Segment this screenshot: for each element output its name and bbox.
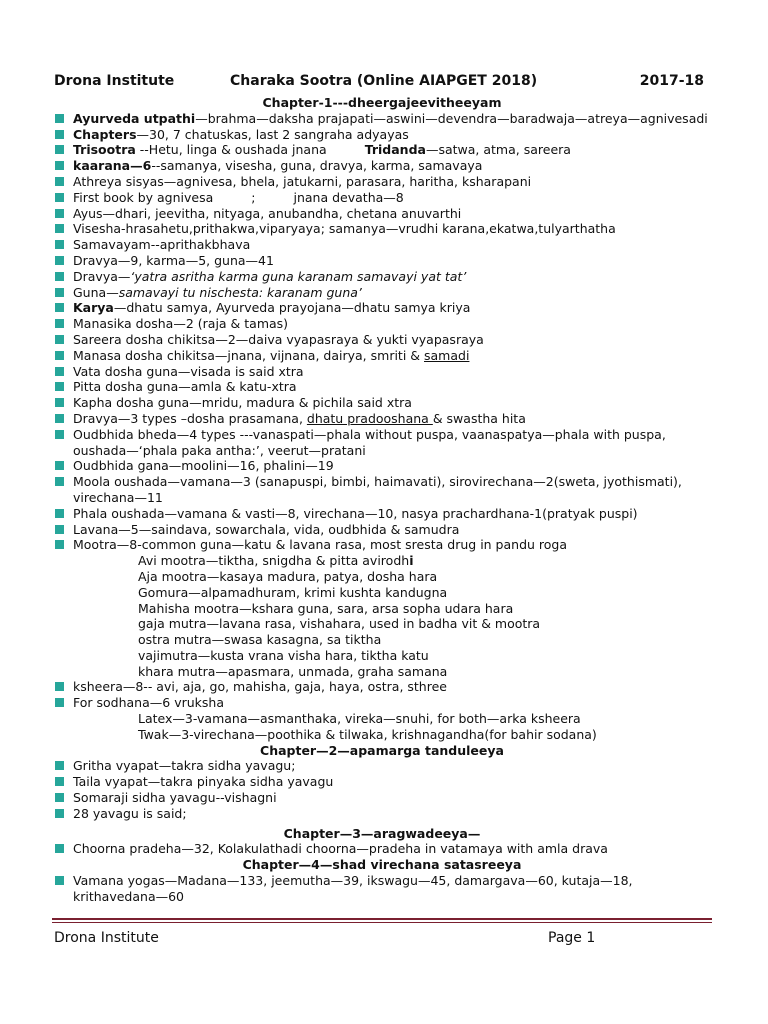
bullet-icon	[55, 509, 64, 518]
bullet-icon	[55, 398, 64, 407]
bullet-icon	[55, 844, 64, 853]
header-year: 2017-18	[639, 73, 704, 89]
bullet-icon	[55, 161, 64, 170]
list-item: Dravya—9, karma—5, guna—41	[52, 253, 712, 269]
list-item: For sodhana—6 vruksha	[52, 695, 712, 711]
bullet-icon	[55, 761, 64, 770]
sub-item: gaja mutra—lavana rasa, vishahara, used in badha vit & mootra	[138, 616, 541, 632]
list-item: First book by agnivesa ; jnana devatha—8	[52, 190, 712, 206]
list-item: Samavayam--aprithakbhava	[52, 237, 712, 253]
footer-institute: Drona Institute	[54, 930, 159, 946]
bullet-icon	[55, 224, 64, 233]
bullet-icon	[55, 256, 64, 265]
chapter-2-heading: Chapter—2—apamarga tanduleeya	[260, 742, 504, 758]
list-item: Moola oushada—vamana—3 (sanapuspi, bimbi, haimavati), sirovirechana—2(sweta, jyothismati), virechana—11	[52, 474, 712, 506]
bullet-icon	[55, 367, 64, 376]
sub-item: Twak—3-virechana—poothika & tilwaka, krishnagandha(for bahir sodana)	[138, 726, 597, 742]
list-item: Visesha-hrasahetu,prithakwa,viparyaya; samanya—vrudhi karana,ekatwa,tulyarthatha	[52, 221, 712, 237]
sub-item: Aja mootra—kasaya madura, patya, dosha hara	[138, 568, 438, 584]
list-item: Gritha vyapat—takra sidha yavagu;	[52, 758, 712, 774]
bullet-icon	[55, 525, 64, 534]
list-item: Dravya—3 types –dosha prasamana, dhatu pradooshana & swastha hita	[52, 411, 712, 427]
bullet-icon	[55, 177, 64, 186]
page-number: Page 1	[548, 930, 596, 946]
list-item: Chapters—30, 7 chatuskas, last 2 sangraha adyayas	[52, 127, 712, 143]
bullet-icon	[55, 130, 64, 139]
list-item: Kapha dosha guna—mridu, madura & pichila said xtra	[52, 395, 712, 411]
bullet-icon	[55, 682, 64, 691]
sub-item: Mahisha mootra—kshara guna, sara, arsa sopha udara hara	[138, 600, 514, 616]
list-item: Mootra—8-common guna—katu & lavana rasa, most sresta drug in pandu roga	[52, 537, 712, 553]
list-item: Athreya sisyas—agnivesa, bhela, jatukarni, parasara, haritha, ksharapani	[52, 174, 712, 190]
bullet-icon	[55, 288, 64, 297]
list-item: Oudbhida gana—moolini—16, phalini—19	[52, 458, 712, 474]
bullet-icon	[55, 193, 64, 202]
bullet-icon	[55, 351, 64, 360]
list-item: Lavana—5—saindava, sowarchala, vida, oudbhida & samudra	[52, 522, 712, 538]
chapter-3-heading: Chapter—3—aragwadeeya—	[283, 825, 481, 841]
bullet-icon	[55, 335, 64, 344]
list-item: Sareera dosha chikitsa—2—daiva vyapasraya & yukti vyapasraya	[52, 332, 712, 348]
list-item: Vata dosha guna—visada is said xtra	[52, 364, 712, 380]
bullet-icon	[55, 809, 64, 818]
sub-item: Avi mootra—tiktha, snigdha & pitta avirodhi	[138, 553, 414, 569]
list-item: Ayus—dhari, jeevitha, nityaga, anubandha, chetana anuvarthi	[52, 206, 712, 222]
list-item: Oudbhida bheda—4 types ---vanaspati—phala without puspa, vaanaspatya—phala with puspa, oushada—‘phala paka antha:’, veerut—pratani	[52, 427, 712, 459]
bullet-icon	[55, 319, 64, 328]
sub-item: ostra mutra—swasa kasagna, sa tiktha	[138, 632, 382, 648]
bullet-icon	[55, 698, 64, 707]
bullet-icon	[55, 461, 64, 470]
document-body	[52, 95, 712, 905]
bullet-icon	[55, 477, 64, 486]
header-institute: Drona Institute	[54, 73, 175, 89]
bullet-icon	[55, 430, 64, 439]
list-item: Taila vyapat—takra pinyaka sidha yavagu	[52, 774, 712, 790]
sub-item: khara mutra—apasmara, unmada, graha samana	[138, 663, 448, 679]
bullet-icon	[55, 240, 64, 249]
list-item: Somaraji sidha yavagu--vishagni	[52, 790, 712, 806]
bullet-icon	[55, 303, 64, 312]
bullet-icon	[55, 540, 64, 549]
header-title: Charaka Sootra (Online AIAPGET 2018)	[230, 73, 538, 89]
sub-item: Latex—3-vamana—asmanthaka, vireka—snuhi, for both—arka ksheera	[138, 711, 581, 727]
list-item: Choorna pradeha—32, Kolakulathadi choorna—pradeha in vatamaya with amla drava	[52, 841, 712, 857]
chapter-4-heading: Chapter—4—shad virechana satasreeya	[242, 857, 522, 873]
list-item: Ayurveda utpathi—brahma—daksha prajapati—aswini—devendra—baradwaja—atreya—agnivesadi	[52, 111, 712, 127]
footer-rule	[52, 918, 712, 920]
chapter-1-heading: Chapter-1---dheergajeevitheeyam	[262, 95, 502, 110]
list-item: ksheera—8-- avi, aja, go, mahisha, gaja, haya, ostra, sthree	[52, 679, 712, 695]
bullet-icon	[55, 272, 64, 281]
list-item: Vamana yogas—Madana—133, jeemutha—39, ikswagu—45, damargava—60, kutaja—18, krithavedana—60	[52, 873, 712, 905]
bullet-icon	[55, 382, 64, 391]
list-item: Phala oushada—vamana & vasti—8, virechana—10, nasya prachardhana-1(pratyak puspi)	[52, 506, 712, 522]
list-item: Manasa dosha chikitsa—jnana, vijnana, dairya, smriti & samadi	[52, 348, 712, 364]
bullet-icon	[55, 793, 64, 802]
sub-item: Gomura—alpamadhuram, krimi kushta kandugna	[138, 584, 448, 600]
sub-item: vajimutra—kusta vrana visha hara, tiktha katu	[138, 647, 429, 663]
list-item: Guna—samavayi tu nischesta: karanam guna’	[52, 285, 712, 301]
bullet-icon	[55, 145, 64, 154]
bullet-icon	[55, 876, 64, 885]
bullet-icon	[55, 114, 64, 123]
bullet-icon	[55, 209, 64, 218]
page-header	[54, 73, 704, 91]
list-item: Manasika dosha—2 (raja & tamas)	[52, 316, 712, 332]
list-item: Pitta dosha guna—amla & katu-xtra	[52, 379, 712, 395]
list-item: Karya—dhatu samya, Ayurveda prayojana—dhatu samya kriya	[52, 300, 712, 316]
list-item: 28 yavagu is said;	[52, 806, 712, 822]
bullet-icon	[55, 777, 64, 786]
footer-rule-thin	[52, 922, 712, 923]
list-item: kaarana—6--samanya, visesha, guna, dravya, karma, samavaya	[52, 158, 712, 174]
list-item: Trisootra --Hetu, linga & oushada jnana Tridanda—satwa, atma, sareera	[52, 142, 712, 158]
list-item: Dravya—‘yatra asritha karma guna karanam samavayi yat tat’	[52, 269, 712, 285]
bullet-icon	[55, 414, 64, 423]
